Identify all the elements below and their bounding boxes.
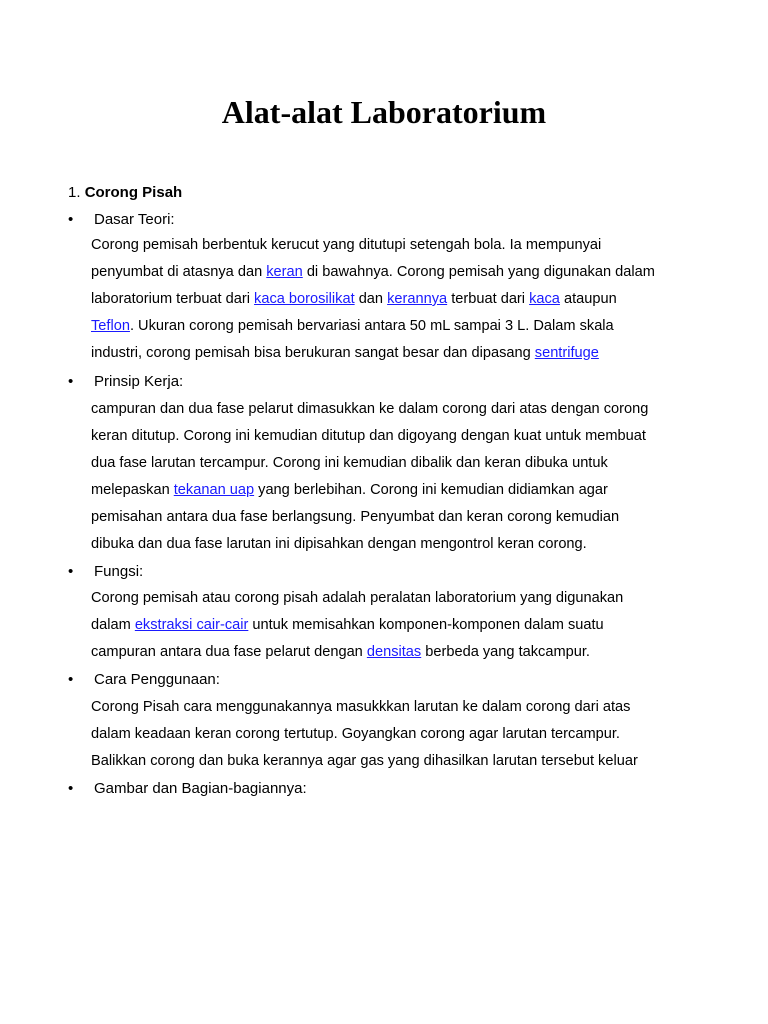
- link-kaca[interactable]: kaca: [529, 291, 560, 307]
- text: keran ditutup. Corong ini kemudian ditutup dan digoyang dengan kuat untuk membuat: [91, 428, 646, 444]
- text-line: [91, 612, 623, 639]
- bullet-gambar: [68, 779, 307, 799]
- text: dalam keadaan keran corong tertutup. Goyangkan corong agar larutan tercampur.: [91, 726, 620, 742]
- bullet-cara-penggunaan: [68, 670, 220, 690]
- bullet-fungsi: [68, 562, 143, 582]
- text: di bawahnya. Corong pemisah yang digunakan dalam: [302, 264, 655, 280]
- text-line: [91, 585, 623, 612]
- text-line: [91, 232, 655, 259]
- section-name: Corong Pisah: [84, 184, 183, 201]
- bullet-label: Gambar dan Bagian-bagiannya:: [94, 780, 307, 797]
- text: terbuat dari: [447, 291, 530, 307]
- text-line: [91, 694, 638, 721]
- text-line: [91, 259, 655, 286]
- bullet-icon: •: [68, 211, 74, 228]
- link-kaca-borosilikat[interactable]: kaca borosilikat: [254, 291, 355, 307]
- link-ekstraksi-cair-cair[interactable]: ekstraksi cair-cair: [134, 617, 249, 633]
- text: ataupun: [559, 291, 617, 307]
- text-line: [91, 504, 648, 531]
- link-keran[interactable]: keran: [266, 264, 303, 280]
- link-sentrifuge[interactable]: sentrifuge: [534, 345, 599, 361]
- paragraph-prinsip-kerja: [91, 396, 648, 558]
- text: penyumbat di atasnya dan: [91, 264, 267, 280]
- text-line: [91, 423, 648, 450]
- paragraph-cara-penggunaan: [91, 694, 638, 775]
- text-line: [91, 450, 648, 477]
- text: dan: [354, 291, 388, 307]
- text-line: [91, 477, 648, 504]
- link-teflon[interactable]: Teflon: [91, 318, 130, 334]
- text: Corong Pisah cara menggunakannya masukkkan larutan ke dalam corong dari atas: [91, 699, 631, 715]
- bullet-label: Dasar Teori:: [94, 211, 175, 228]
- text: dibuka dan dua fase larutan ini dipisahkan dengan mengontrol keran corong.: [91, 536, 587, 552]
- bullet-icon: •: [68, 373, 74, 390]
- text: melepaskan: [91, 482, 174, 498]
- bullet-label: Cara Penggunaan:: [94, 671, 220, 688]
- link-densitas[interactable]: densitas: [366, 644, 422, 660]
- text: Corong pemisah atau corong pisah adalah peralatan laboratorium yang digunakan: [91, 590, 624, 606]
- text: untuk memisahkan komponen-komponen dalam suatu: [248, 617, 604, 633]
- page-title: Alat-alat Laboratorium: [221, 94, 547, 130]
- bullet-icon: •: [68, 780, 74, 797]
- text-line: [91, 748, 638, 775]
- text: dalam: [91, 617, 135, 633]
- text: . Ukuran corong pemisah bervariasi antara 50 mL sampai 3 L. Dalam skala: [129, 318, 614, 334]
- text: Balikkan corong dan buka kerannya agar gas yang dihasilkan larutan tersebut keluar: [91, 753, 638, 769]
- paragraph-fungsi: [91, 585, 623, 666]
- text-line: [91, 313, 655, 340]
- text: yang berlebihan. Corong ini kemudian didiamkan agar: [254, 482, 608, 498]
- text-line: [91, 531, 648, 558]
- text: campuran antara dua fase pelarut dengan: [91, 644, 367, 660]
- bullet-icon: •: [68, 563, 74, 580]
- bullet-icon: •: [68, 671, 74, 688]
- bullet-label: Fungsi:: [94, 563, 144, 580]
- text-line: [91, 721, 638, 748]
- text: berbeda yang takcampur.: [421, 644, 590, 660]
- text: industri, corong pemisah bisa berukuran sangat besar dan dipasang: [91, 345, 535, 361]
- link-kerannya[interactable]: kerannya: [387, 291, 448, 307]
- text: pemisahan antara dua fase berlangsung. Penyumbat dan keran corong kemudian: [91, 509, 620, 525]
- text-line: [91, 286, 655, 313]
- text-line: [91, 639, 623, 666]
- bullet-prinsip-kerja: [68, 372, 183, 392]
- section-heading: [68, 183, 182, 203]
- link-tekanan-uap[interactable]: tekanan uap: [173, 482, 255, 498]
- bullet-dasar-teori: [68, 210, 175, 230]
- text: dua fase larutan tercampur. Corong ini kemudian dibalik dan keran dibuka untuk: [91, 455, 608, 471]
- text: laboratorium terbuat dari: [91, 291, 255, 307]
- text: Corong pemisah berbentuk kerucut yang ditutupi setengah bola. Ia mempunyai: [91, 237, 602, 253]
- text: campuran dan dua fase pelarut dimasukkan ke dalam corong dari atas dengan corong: [91, 401, 649, 417]
- paragraph-dasar-teori: [91, 232, 655, 367]
- section-number: 1.: [68, 184, 81, 201]
- text-line: [91, 340, 655, 367]
- bullet-label: Prinsip Kerja:: [94, 373, 184, 390]
- text-line: [91, 396, 648, 423]
